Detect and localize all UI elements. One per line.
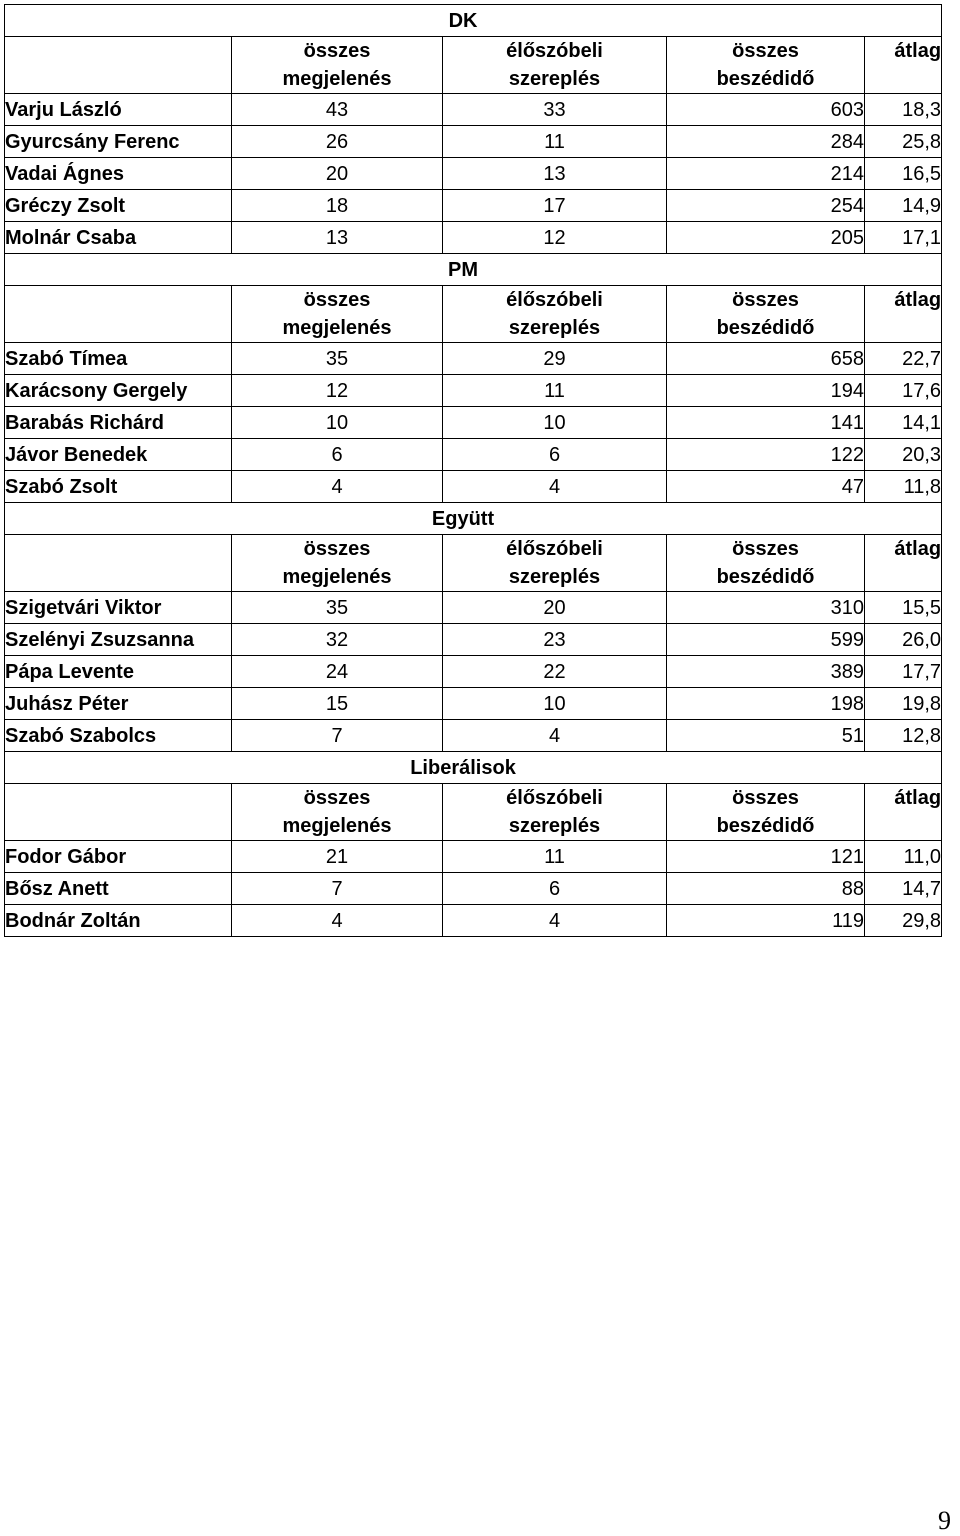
- average-value: 11,8: [865, 471, 942, 503]
- column-header-appearances: [232, 535, 443, 592]
- column-header-line: összes: [732, 289, 799, 311]
- appearances-value: 32: [232, 624, 443, 656]
- appearances-value: 7: [232, 720, 443, 752]
- live-value: 23: [443, 624, 667, 656]
- party-name-cell: [5, 5, 942, 37]
- appearances-value: 15: [232, 688, 443, 720]
- appearances-value: 10: [232, 407, 443, 439]
- appearances-value: 7: [232, 873, 443, 905]
- column-header-line: összes: [303, 289, 371, 311]
- party-name-cell: [5, 503, 942, 535]
- column-header-appearances: [232, 286, 443, 343]
- column-header-line: szereplés: [508, 68, 601, 90]
- politician-name: Pápa Levente: [5, 656, 232, 688]
- politician-name: Gyurcsány Ferenc: [5, 126, 232, 158]
- column-header-line: beszédidő: [716, 317, 815, 339]
- column-header-average: átlag: [865, 286, 942, 343]
- column-header-appearances: [232, 37, 443, 94]
- total-time-value: 389: [667, 656, 865, 688]
- average-value: 25,8: [865, 126, 942, 158]
- column-header-total-time: [667, 535, 865, 592]
- appearances-value: 21: [232, 841, 443, 873]
- live-value: 4: [443, 471, 667, 503]
- live-value: 10: [443, 688, 667, 720]
- total-time-value: 141: [667, 407, 865, 439]
- column-header-name: [5, 535, 232, 592]
- live-value: 20: [443, 592, 667, 624]
- column-header-line: összes: [303, 40, 371, 62]
- column-header-line: megjelenés: [282, 815, 392, 837]
- column-header-row: [5, 784, 942, 841]
- column-header-line: összes: [732, 40, 799, 62]
- column-header-line: szereplés: [508, 815, 601, 837]
- politician-name: Bodnár Zoltán: [5, 905, 232, 937]
- politician-name: Varju László: [5, 94, 232, 126]
- party-name: DK: [448, 9, 478, 32]
- column-header-row: [5, 286, 942, 343]
- total-time-value: 194: [667, 375, 865, 407]
- column-header-name: [5, 784, 232, 841]
- appearances-value: 4: [232, 905, 443, 937]
- appearances-value: 20: [232, 158, 443, 190]
- column-header-live: [443, 37, 667, 94]
- appearances-value: 24: [232, 656, 443, 688]
- table-row: [5, 841, 942, 873]
- average-value: 22,7: [865, 343, 942, 375]
- appearances-value: 35: [232, 343, 443, 375]
- column-header-average: átlag: [865, 784, 942, 841]
- total-time-value: 284: [667, 126, 865, 158]
- total-time-value: 198: [667, 688, 865, 720]
- average-value: 14,1: [865, 407, 942, 439]
- party-name: PM: [448, 258, 479, 281]
- party-name-cell: [5, 254, 942, 286]
- politician-name: Szabó Zsolt: [5, 471, 232, 503]
- total-time-value: 205: [667, 222, 865, 254]
- live-value: 17: [443, 190, 667, 222]
- total-time-value: 603: [667, 94, 865, 126]
- politician-name: Juhász Péter: [5, 688, 232, 720]
- party-header-row: [5, 752, 942, 784]
- live-value: 33: [443, 94, 667, 126]
- appearances-value: 35: [232, 592, 443, 624]
- column-header-line: összes: [303, 538, 371, 560]
- column-header-line: élőszóbeli: [506, 538, 603, 560]
- column-header-line: összes: [303, 787, 371, 809]
- table-row: [5, 720, 942, 752]
- average-value: 17,6: [865, 375, 942, 407]
- total-time-value: 310: [667, 592, 865, 624]
- table-row: [5, 375, 942, 407]
- average-value: 18,3: [865, 94, 942, 126]
- appearances-value: 43: [232, 94, 443, 126]
- total-time-value: 47: [667, 471, 865, 503]
- column-header-total-time: [667, 784, 865, 841]
- politician-name: Vadai Ágnes: [5, 158, 232, 190]
- party-header-row: [5, 5, 942, 37]
- column-header-live: [443, 535, 667, 592]
- column-header-line: beszédidő: [716, 68, 815, 90]
- politician-name: Bősz Anett: [5, 873, 232, 905]
- appearances-value: 26: [232, 126, 443, 158]
- table-row: [5, 94, 942, 126]
- politician-name: Szigetvári Viktor: [5, 592, 232, 624]
- average-value: 17,7: [865, 656, 942, 688]
- appearances-value: 6: [232, 439, 443, 471]
- total-time-value: 214: [667, 158, 865, 190]
- total-time-value: 599: [667, 624, 865, 656]
- total-time-value: 254: [667, 190, 865, 222]
- column-header-line: élőszóbeli: [506, 787, 603, 809]
- column-header-row: [5, 37, 942, 94]
- average-value: 12,8: [865, 720, 942, 752]
- column-header-average: átlag: [865, 37, 942, 94]
- live-value: 13: [443, 158, 667, 190]
- column-header-total-time: [667, 286, 865, 343]
- politician-name: Szabó Szabolcs: [5, 720, 232, 752]
- column-header-line: beszédidő: [716, 566, 815, 588]
- total-time-value: 88: [667, 873, 865, 905]
- table-row: [5, 688, 942, 720]
- party-header-row: [5, 254, 942, 286]
- table-row: [5, 471, 942, 503]
- column-header-line: megjelenés: [282, 317, 392, 339]
- column-header-line: megjelenés: [282, 68, 392, 90]
- average-value: 26,0: [865, 624, 942, 656]
- live-value: 11: [443, 375, 667, 407]
- appearances-value: 4: [232, 471, 443, 503]
- total-time-value: 121: [667, 841, 865, 873]
- column-header-line: élőszóbeli: [506, 40, 603, 62]
- column-header-name: [5, 286, 232, 343]
- average-value: 15,5: [865, 592, 942, 624]
- live-value: 11: [443, 126, 667, 158]
- column-header-line: összes: [732, 538, 799, 560]
- table-row: [5, 190, 942, 222]
- column-header-total-time: [667, 37, 865, 94]
- table-row: [5, 343, 942, 375]
- average-value: 17,1: [865, 222, 942, 254]
- total-time-value: 122: [667, 439, 865, 471]
- table-row: [5, 624, 942, 656]
- table-row: [5, 439, 942, 471]
- column-header-line: élőszóbeli: [506, 289, 603, 311]
- page-number: 9: [938, 1506, 951, 1535]
- average-value: 29,8: [865, 905, 942, 937]
- appearances-value: 13: [232, 222, 443, 254]
- column-header-line: beszédidő: [716, 815, 815, 837]
- table-row: [5, 592, 942, 624]
- average-value: 14,9: [865, 190, 942, 222]
- live-value: 11: [443, 841, 667, 873]
- table-row: [5, 873, 942, 905]
- politician-name: Fodor Gábor: [5, 841, 232, 873]
- politician-name: Gréczy Zsolt: [5, 190, 232, 222]
- live-value: 12: [443, 222, 667, 254]
- table-row: [5, 656, 942, 688]
- table-row: [5, 126, 942, 158]
- table-row: [5, 905, 942, 937]
- column-header-row: [5, 535, 942, 592]
- column-header-average: átlag: [865, 535, 942, 592]
- appearances-value: 18: [232, 190, 443, 222]
- total-time-value: 119: [667, 905, 865, 937]
- table-row: [5, 222, 942, 254]
- live-value: 29: [443, 343, 667, 375]
- politician-stats-table: [4, 4, 942, 937]
- average-value: 16,5: [865, 158, 942, 190]
- live-value: 22: [443, 656, 667, 688]
- table-row: [5, 158, 942, 190]
- column-header-live: [443, 286, 667, 343]
- politician-name: Molnár Csaba: [5, 222, 232, 254]
- column-header-live: [443, 784, 667, 841]
- column-header-line: összes: [732, 787, 799, 809]
- column-header-line: szereplés: [508, 566, 601, 588]
- average-value: 19,8: [865, 688, 942, 720]
- column-header-line: megjelenés: [282, 566, 392, 588]
- politician-name: Szelényi Zsuzsanna: [5, 624, 232, 656]
- party-name: Liberálisok: [410, 756, 516, 779]
- politician-name: Karácsony Gergely: [5, 375, 232, 407]
- party-name: Együtt: [431, 507, 495, 530]
- live-value: 10: [443, 407, 667, 439]
- politician-name: Szabó Tímea: [5, 343, 232, 375]
- average-value: 11,0: [865, 841, 942, 873]
- live-value: 4: [443, 905, 667, 937]
- live-value: 6: [443, 439, 667, 471]
- party-header-row: [5, 503, 942, 535]
- table-row: [5, 407, 942, 439]
- column-header-line: szereplés: [508, 317, 601, 339]
- table-body: [5, 5, 942, 937]
- politician-name: Jávor Benedek: [5, 439, 232, 471]
- column-header-appearances: [232, 784, 443, 841]
- live-value: 6: [443, 873, 667, 905]
- total-time-value: 658: [667, 343, 865, 375]
- total-time-value: 51: [667, 720, 865, 752]
- politician-name: Barabás Richárd: [5, 407, 232, 439]
- average-value: 20,3: [865, 439, 942, 471]
- appearances-value: 12: [232, 375, 443, 407]
- average-value: 14,7: [865, 873, 942, 905]
- live-value: 4: [443, 720, 667, 752]
- column-header-name: [5, 37, 232, 94]
- party-name-cell: [5, 752, 942, 784]
